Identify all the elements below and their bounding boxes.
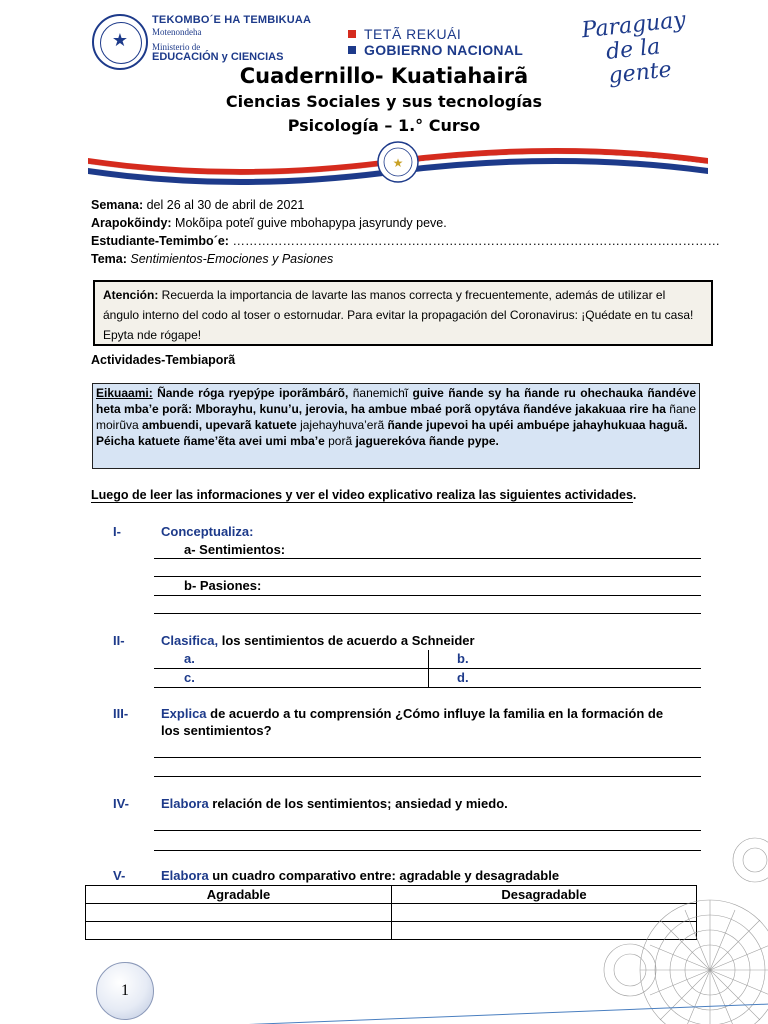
national-seal-logo (92, 14, 148, 70)
blue-square-icon (348, 46, 356, 54)
decorative-line (160, 1000, 768, 1024)
table-header-desagradable: Desagradable (392, 886, 697, 904)
classify-divider (428, 650, 429, 688)
answer-line[interactable] (154, 776, 701, 777)
classify-a: a. (184, 651, 195, 666)
mec-line1: TEKOMBO´E HA TEMBIKUAA (152, 14, 312, 26)
classify-d: d. (457, 670, 469, 685)
slogan-line1: Paraguay (580, 7, 687, 44)
gov-line1: TETÃ REKUÁI (364, 26, 462, 42)
answer-line[interactable] (154, 558, 701, 559)
answer-line[interactable] (154, 757, 701, 758)
activity-i-b: b- Pasiones: (184, 578, 262, 593)
instruction-line: Luego de leer las informaciones y ver el video explicativo realiza las siguientes actividades. (91, 488, 637, 502)
red-square-icon (348, 30, 356, 38)
government-logo (348, 26, 523, 58)
activity-i-number: I- (113, 524, 121, 539)
subject-title: Ciencias Sociales y sus tecnologías (225, 92, 543, 111)
activity-i-a: a- Sentimientos: (184, 542, 286, 557)
activity-v-number: V- (113, 868, 126, 883)
ministry-logo-text (152, 15, 311, 63)
activity-v-text: Elabora un cuadro comparativo entre: agradable y desagradable (161, 868, 560, 883)
activity-ii-text: Clasifica, los sentimientos de acuerdo a Schneider (161, 633, 475, 648)
flag-ribbon-decoration (88, 140, 708, 190)
activity-iv-number: IV- (113, 796, 129, 811)
mec-line4: EDUCACIÓN y CIENCIAS (152, 51, 284, 63)
table-cell[interactable] (86, 904, 392, 922)
week-line: Semana: del 26 al 30 de abril de 2021 (91, 198, 305, 212)
student-line: Estudiante-Temimbo´e: ……………………………………………………………………………………………………… (91, 234, 720, 248)
page-number: 1 (96, 962, 154, 1020)
week-guarani-line: Arapokõindy: Mokõipa poteĩ guive mbohapypa jasyrundy peve. (91, 216, 447, 230)
classify-c: c. (184, 670, 195, 685)
answer-line[interactable] (154, 613, 701, 614)
table-cell[interactable] (86, 922, 392, 940)
table-header-agradable: Agradable (86, 886, 392, 904)
slogan-line2: de la gente (604, 34, 673, 89)
mec-line3: Ministerio de (152, 42, 201, 52)
activity-ii-number: II- (113, 633, 125, 648)
activity-iii-text: Explica de acuerdo a tu comprensión ¿Cómo influye la familia en la formación de (161, 706, 664, 721)
activity-iii-text2: los sentimientos? (161, 723, 272, 738)
activity-iv-text: Elabora relación de los sentimientos; ansiedad y miedo. (161, 796, 508, 811)
classify-b: b. (457, 651, 469, 666)
eikuaami-info-box: Eikuaami: Ñande róga ryepýpe iporãmbárõ, ñanemichĩ guive ñande sy ha ñande ru ohechauka ñandéve heta mba’e porã: Mborayhu, kunu’u, jerovia, ha ambue mbaé porã opytáva ñandéve jakakuaa rire ha ñane moirũva ambuendi, upevarã katuete jajehayhuva’erã ñande jupevoi ha upéi ambuépe jahayhukuaa haguã. Péicha katuete ñame’ẽta avei umi mba’e porã jaguerekóva ñande pype. (92, 383, 700, 469)
activity-iii-number: III- (113, 706, 129, 721)
nanduti-lace-decoration (590, 820, 768, 1024)
gov-line2: GOBIERNO NACIONAL (364, 42, 524, 58)
answer-line[interactable] (154, 595, 701, 596)
course-title: Psicología – 1.° Curso (287, 116, 481, 135)
activities-heading: Actividades-Tembiaporã (91, 353, 236, 367)
activity-i-title: Conceptualiza: (161, 524, 254, 539)
answer-line[interactable] (154, 576, 701, 577)
document-title: Cuadernillo- Kuatiahairã (239, 64, 529, 88)
attention-notice: Atención: Recuerda la importancia de lavarte las manos correcta y frecuentemente, además de utilizar el ángulo interno del codo al toser o estornudar. Para evitar la propagación del Coronavirus: ¡Quédate en tu casa! Epyta nde rógape! (93, 280, 713, 346)
mec-line2: Motenondeha (152, 27, 202, 37)
topic-line: Tema: Sentimientos-Emociones y Pasiones (91, 252, 334, 266)
svg-text:★: ★ (392, 156, 404, 170)
